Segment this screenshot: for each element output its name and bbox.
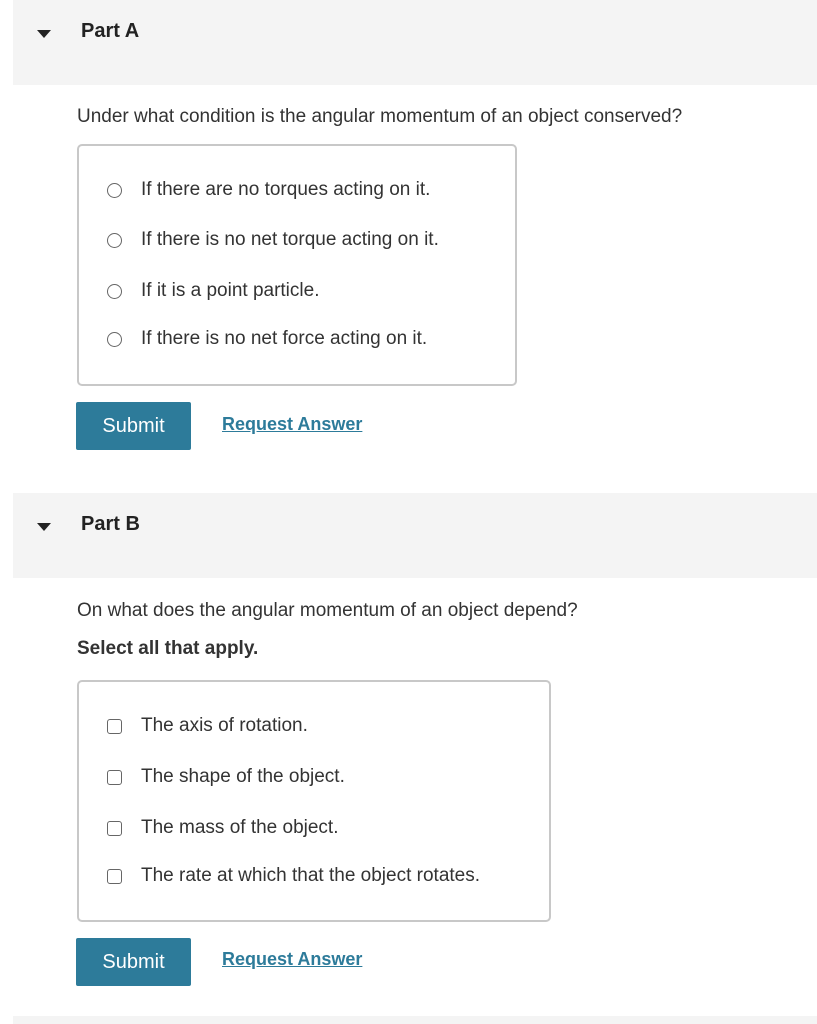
part-a-choices: [77, 144, 517, 386]
part-b-instruction: Select all that apply.: [77, 638, 259, 659]
radio-button[interactable]: [107, 183, 122, 198]
part-a-choice-1[interactable]: [107, 178, 430, 202]
choice-label: The rate at which that the object rotates.: [141, 865, 481, 886]
radio-button[interactable]: [107, 332, 122, 347]
part-b-choice-1[interactable]: [107, 714, 308, 738]
checkbox[interactable]: [107, 719, 122, 734]
choice-label: The mass of the object.: [141, 817, 339, 838]
part-b-title: Part B: [81, 513, 140, 535]
choice-label: If there is no net torque acting on it.: [141, 229, 439, 250]
part-a-choice-2[interactable]: [107, 228, 439, 252]
choice-label: The shape of the object.: [141, 766, 345, 787]
part-a-request-answer-link[interactable]: Request Answer: [222, 414, 363, 434]
choice-label: If there is no net force acting on it.: [141, 328, 428, 349]
part-a-choice-4[interactable]: [107, 327, 427, 351]
checkbox[interactable]: [107, 821, 122, 836]
part-b-choice-2[interactable]: [107, 765, 345, 789]
checkbox[interactable]: [107, 770, 122, 785]
caret-down-icon[interactable]: [37, 30, 51, 38]
part-b-question: On what does the angular momentum of an object depend?: [77, 600, 578, 621]
part-b-header[interactable]: [13, 493, 817, 578]
part-a-choice-3[interactable]: [107, 279, 319, 303]
part-a-submit-button[interactable]: Submit: [76, 402, 191, 450]
part-b-choice-3[interactable]: [107, 816, 339, 840]
choice-label: The axis of rotation.: [141, 715, 308, 736]
part-a-title: Part A: [81, 20, 140, 42]
caret-down-icon[interactable]: [37, 523, 51, 531]
part-b-submit-button[interactable]: Submit: [76, 938, 191, 986]
part-b-choices: [77, 680, 551, 922]
radio-button[interactable]: [107, 233, 122, 248]
part-b-request-answer-link[interactable]: Request Answer: [222, 949, 363, 969]
choice-label: If it is a point particle.: [141, 280, 320, 301]
radio-button[interactable]: [107, 284, 122, 299]
next-section-edge: [13, 1016, 817, 1024]
part-a-header[interactable]: [13, 0, 817, 85]
part-b-choice-4[interactable]: [107, 864, 480, 888]
choice-label: If there are no torques acting on it.: [141, 179, 431, 200]
part-a-question: Under what condition is the angular momentum of an object conserved?: [77, 106, 683, 127]
checkbox[interactable]: [107, 869, 122, 884]
